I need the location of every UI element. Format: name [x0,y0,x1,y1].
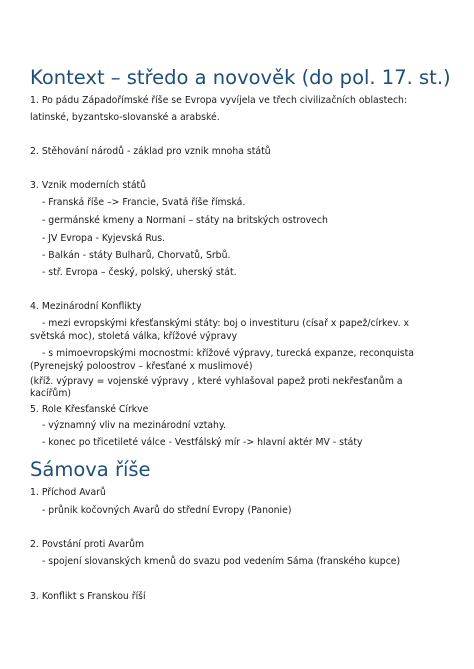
sub-item: - významný vliv na mezinárodní vztahy. [42,420,227,431]
text-line: (kříž. výpravy = vojenské výpravy , které vyhlašoval papež proti nekřesťanům a [30,376,403,387]
list-item: 2. Povstání proti Avarům [30,539,145,550]
list-item: 3. Vznik moderních států [30,180,147,191]
heading-samova-rise: Sámova říše [30,458,151,481]
text-line: 1. Po pádu Západořímské říše se Evropa vyvíjela ve třech civilizačních oblastech: [30,95,408,106]
sub-item: - Franská říše –> Francie, Svatá říše římská. [42,197,246,208]
text-line: kacířům) [30,388,72,399]
list-item: 3. Konflikt s Franskou říší [30,591,146,602]
sub-item: - mezi evropskými křesťanskými státy: boj o investituru (císař x papež/církev. x [42,318,410,329]
sub-item: - spojení slovanských kmenů do svazu pod vedením Sáma (franského kupce) [42,556,401,567]
list-item: 4. Mezinárodní Konflikty [30,301,142,312]
sub-item: - germánské kmeny a Normani – státy na britských ostrovech [42,215,328,226]
text-line: (Pyrenejský poloostrov – křesťané x muslimové) [30,361,253,372]
text-line: latinské, byzantsko-slovanské a arabské. [30,112,220,123]
heading-kontext: Kontext – středo a novověk (do pol. 17. st.) [30,66,451,89]
sub-item: - Balkán - státy Bulharů, Chorvatů, Srbů. [42,250,231,261]
text-line: světská moc), stoletá válka, křížové výpravy [30,331,238,342]
sub-item: - stř. Evropa – český, polský, uherský stát. [42,267,237,278]
sub-item: - s mimoevropskými mocnostmi: křížové výpravy, turecká expanze, reconquista [42,348,414,359]
list-item: 2. Stěhování národů - základ pro vznik mnoha států [30,146,271,157]
list-item: 1. Příchod Avarů [30,487,106,498]
sub-item: - průnik kočovných Avarů do střední Evropy (Panonie) [42,505,292,516]
sub-item: - konec po třicetileté válce - Vestfálský mír -> hlavní aktér MV - státy [42,437,363,448]
list-item: 5. Role Křesťanské Církve [30,404,149,415]
sub-item: - JV Evropa - Kyjevská Rus. [42,233,166,244]
